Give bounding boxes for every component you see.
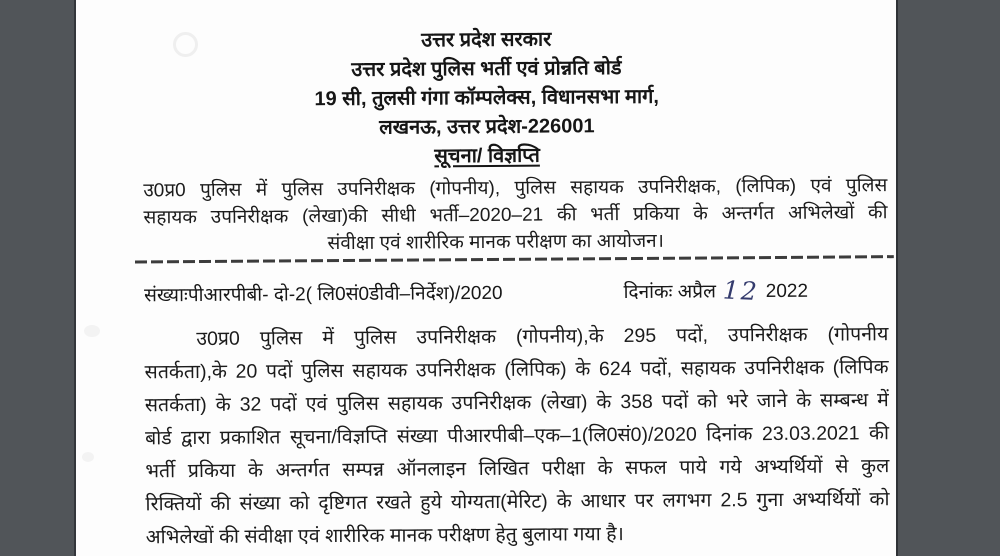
document-page [74,0,898,556]
body-line: सतर्कता) के 32 पदों एवं पुलिस सहायक उपनिरीक्षक (लेखा) के 358 पदों को भरे जाने के सम्बन्ध में [144,389,889,417]
notice-title-text: सूचना/ विज्ञप्ति [434,144,540,168]
body-line: सतर्कता),के 20 पदों पुलिस सहायक उपनिरीक्षक (लिपिक) के 624 पदों, सहायक उपनिरीक्षक (लिपिक [144,356,889,384]
date-year: 2022 [765,280,809,303]
subject-line: सहायक उपनिरीक्षक (लेखा)की सीधी भर्ती–2020–21 की भर्ती प्रकिया के अन्तर्गत अभिलेखों की [143,202,888,229]
org-government-line: उत्तर प्रदेश सरकार [421,28,552,52]
subject-line: संवीक्षा एवं शारीरिक मानक परीक्षण का आयोजन। [327,230,664,255]
org-address-line2: लखनऊ, उत्तर प्रदेश-226001 [379,115,595,139]
document-content [76,0,900,555]
date-group [623,275,808,306]
letterhead [76,23,897,174]
reference-row [144,274,888,309]
body-line: उ0प्र0 पुलिस में पुलिस उपनिरीक्षक (गोपनीय),के 295 पदों, उपनिरीक्षक (गोपनीय [196,323,889,351]
notice-title [77,139,897,174]
org-board-line: उत्तर प्रदेश पुलिस भर्ती एवं प्रोन्नति बोर्ड [351,57,622,81]
body-line: भर्ती प्रकिया के अन्तर्गत सम्पन्न ऑनलाइन लिखित परीक्षा के सफल पाये गये अभ्यर्थियों से कुल [145,455,890,483]
handwritten-day: 12 [722,275,760,307]
subject-line: उ0प्र0 पुलिस में पुलिस उपनिरीक्षक (गोपनीय), पुलिस सहायक उपनिरीक्षक, (लिपिक) एवं पुलिस [143,175,888,202]
reference-number: संख्याःपीआरपीबी- दो-2( लि0सं0डीवी–निर्देश)/2020 [143,282,503,307]
date-label: दिनांकः अप्रैल [623,281,717,304]
subject-block [143,172,888,258]
body-line: रिक्तियों की संख्या को दृष्टिगत रखते हुये योग्यता(मेरिट) के आधार पर लगभग 2.5 गुना अभ्यर्थियों को [145,488,890,516]
body-paragraph [144,318,890,554]
body-line: बोर्ड द्वारा प्रकाशित सूचना/विज्ञप्ति संख्या पीआरपीबी–एक–1(लि0सं0)/2020 दिनांक 23.03.2021 की [144,422,890,450]
body-line: अभिलेखों की संवीक्षा एवं शारीरिक मानक परीक्षण हेतु बुलाया गया है। [145,523,624,549]
org-address-line1: 19 सी, तुलसी गंगा कॉम्पलेक्स, विधानसभा मार्ग, [314,85,660,111]
